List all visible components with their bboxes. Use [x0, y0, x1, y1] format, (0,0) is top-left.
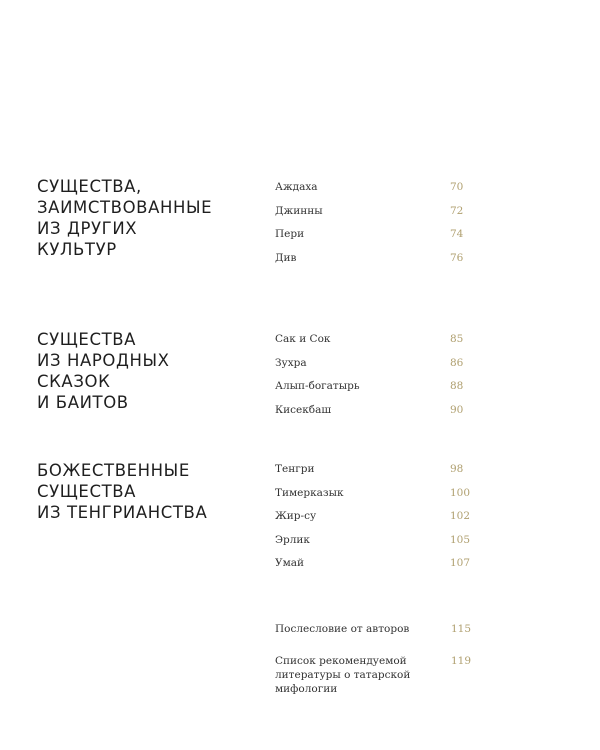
- heading-line: ИЗ НАРОДНЫХ: [37, 351, 170, 370]
- toc-back-matter: [275, 622, 495, 696]
- entry-page-number: 98: [450, 463, 464, 475]
- toc-entry[interactable]: [275, 462, 475, 486]
- heading-line: ИЗ ТЕНГРИАНСТВА: [37, 503, 208, 522]
- entry-page-number: 85: [450, 333, 464, 345]
- heading-line: СКАЗОК: [37, 372, 111, 391]
- entry-title: Алып-богатырь: [275, 380, 360, 392]
- toc-entry-list: [275, 462, 475, 580]
- toc-entry-list: [275, 332, 475, 426]
- entry-title: Аждаха: [275, 181, 318, 193]
- entry-title: Сак и Сок: [275, 333, 331, 345]
- entry-page-number: 72: [450, 204, 464, 217]
- section-heading: [37, 329, 242, 413]
- entry-page-number: 107: [450, 557, 471, 569]
- entry-page-number: 90: [450, 403, 464, 416]
- entry-title: Список рекомендуемой литературы о татарской мифологии: [275, 655, 411, 695]
- toc-entry-afterword[interactable]: [275, 622, 495, 654]
- entry-title: Послесловие от авторов: [275, 623, 410, 635]
- entry-title: Умай: [275, 557, 305, 569]
- entry-title: Див: [275, 251, 297, 264]
- entry-page-number: 76: [450, 251, 464, 264]
- entry-title: Тенгри: [275, 463, 315, 475]
- heading-line: КУЛЬТУР: [37, 240, 117, 259]
- toc-entry[interactable]: [275, 227, 475, 251]
- heading-line: ИЗ ДРУГИХ: [37, 219, 138, 238]
- toc-entry[interactable]: [275, 509, 475, 533]
- toc-entry[interactable]: [275, 533, 475, 557]
- entry-page-number: 70: [450, 181, 464, 193]
- toc-entry-literature[interactable]: [275, 654, 495, 696]
- entry-page-number: 119: [451, 655, 472, 667]
- toc-entry[interactable]: [275, 379, 475, 403]
- section-heading: [37, 176, 242, 260]
- toc-entry[interactable]: [275, 251, 475, 275]
- toc-entry[interactable]: [275, 403, 475, 427]
- entry-page-number: 88: [450, 380, 464, 392]
- heading-line: СУЩЕСТВА,: [37, 177, 142, 196]
- heading-line: БОЖЕСТВЕННЫЕ: [37, 461, 190, 480]
- toc-entry[interactable]: [275, 356, 475, 380]
- toc-entry-list: [275, 180, 475, 274]
- entry-page-number: 115: [451, 623, 472, 635]
- entry-title: Эрлик: [275, 533, 310, 546]
- toc-entry[interactable]: [275, 204, 475, 228]
- entry-title: Пери: [275, 228, 305, 240]
- entry-title: Джинны: [275, 204, 323, 217]
- entry-page-number: 105: [450, 533, 471, 546]
- heading-line: И БАИТОВ: [37, 393, 129, 412]
- entry-title: Тимерказык: [275, 486, 344, 499]
- heading-line: ЗАИМСТВОВАННЫЕ: [37, 198, 213, 217]
- toc-entry[interactable]: [275, 180, 475, 204]
- entry-page-number: 100: [450, 486, 471, 499]
- entry-title: Кисекбаш: [275, 403, 332, 416]
- entry-page-number: 74: [450, 228, 464, 240]
- toc-entry[interactable]: [275, 486, 475, 510]
- entry-title: Зухра: [275, 356, 307, 369]
- toc-entry[interactable]: [275, 556, 475, 580]
- heading-line: СУЩЕСТВА: [37, 330, 137, 349]
- entry-page-number: 102: [450, 510, 471, 522]
- heading-line: СУЩЕСТВА: [37, 482, 137, 501]
- section-heading: [37, 460, 242, 523]
- toc-entry[interactable]: [275, 332, 475, 356]
- entry-title: Жир-су: [275, 510, 317, 522]
- entry-page-number: 86: [450, 356, 464, 369]
